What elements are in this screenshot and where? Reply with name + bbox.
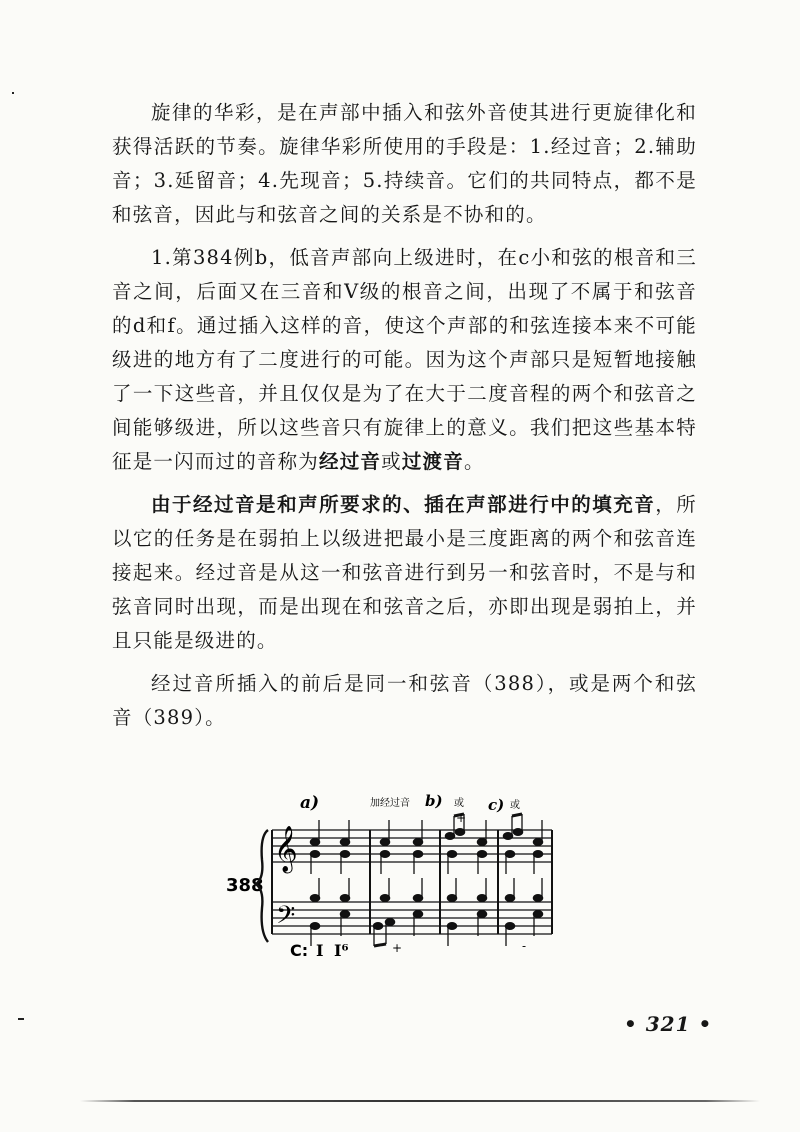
paragraph-2 (112, 241, 697, 479)
bold-term: 经过音 (319, 450, 382, 473)
scan-speck (12, 92, 14, 94)
bass-clef-icon: 𝄢 (276, 901, 296, 936)
text-run: 旋律的华彩，是在声部中插入和弦外音使其进行更旋律化和获得活跃的节奏。旋律华彩所使用的手段是：1.经过音；2.辅助音；3.延留音；4.先现音；5.持续音。它们的共同特点，都不是和弦音，因此与和弦音之间的关系是不协和的。 (112, 101, 697, 226)
plus-mark-treble: + (456, 811, 467, 825)
treble-clef-icon: 𝄞 (274, 826, 298, 872)
roman-one: I (316, 941, 324, 960)
scan-speck (18, 1018, 24, 1020)
label-c-or: 或 (510, 800, 520, 811)
text-run: 。 (463, 450, 485, 473)
label-a: a) (300, 793, 320, 813)
bottom-rule (80, 1100, 760, 1102)
bass-upper-notes (310, 878, 542, 901)
text-run: 经过音所插入的前后是同一和弦音（388），或是两个和弦音（389）。 (112, 672, 697, 729)
body-text (112, 96, 697, 744)
label-c: c) (488, 796, 505, 814)
paragraph-4 (112, 667, 697, 735)
paragraph-3 (112, 488, 697, 658)
key-label: C: (290, 941, 309, 960)
page-number: • 321 • (624, 1012, 713, 1036)
bold-term: 过渡音 (401, 450, 464, 473)
text-run: 1.第384例b，低音声部向上级进时，在c小和弦的根音和三音之间，后面又在三音和Ⅴ级的根音之间，出现了不属于和弦音的d和f。通过插入这样的音，使这个声部的和弦连接本来不可能级进的地方有了二度进行的可能。因为这个声部只是短暂地接触了一下这些音，并且仅仅是为了在大于二度音程的两个和弦音之间能够级进，所以这些音只有旋律上的意义。我们把这些基本特征是一闪而过的音称为 (112, 246, 697, 473)
label-b-or: 或 (454, 798, 464, 809)
minus-mark-bass: - (522, 939, 527, 953)
plus-mark-bass: + (392, 941, 403, 955)
paragraph-1 (112, 96, 697, 232)
score-svg (220, 790, 600, 965)
roman-one-six: I⁶ (334, 941, 349, 960)
treble-notes (310, 814, 542, 874)
music-example-388 (220, 790, 600, 965)
bold-term: 由于经过音是和声所要求的、插在声部进行中的填充音 (151, 493, 656, 516)
label-b: b) (425, 792, 443, 810)
text-run: 或 (381, 450, 402, 473)
example-number: 388 (226, 875, 264, 896)
label-b-prefix: 加经过音 (370, 798, 410, 809)
text-run: ，所以它的任务是在弱拍上以级进把最小是三度距离的两个和弦音连接起来。经过音是从这一和弦音进行到另一和弦音时，不是与和弦音同时出现，而是出现在和弦音之后，亦即出现是弱拍上，并且只能是级进的。 (112, 493, 697, 652)
